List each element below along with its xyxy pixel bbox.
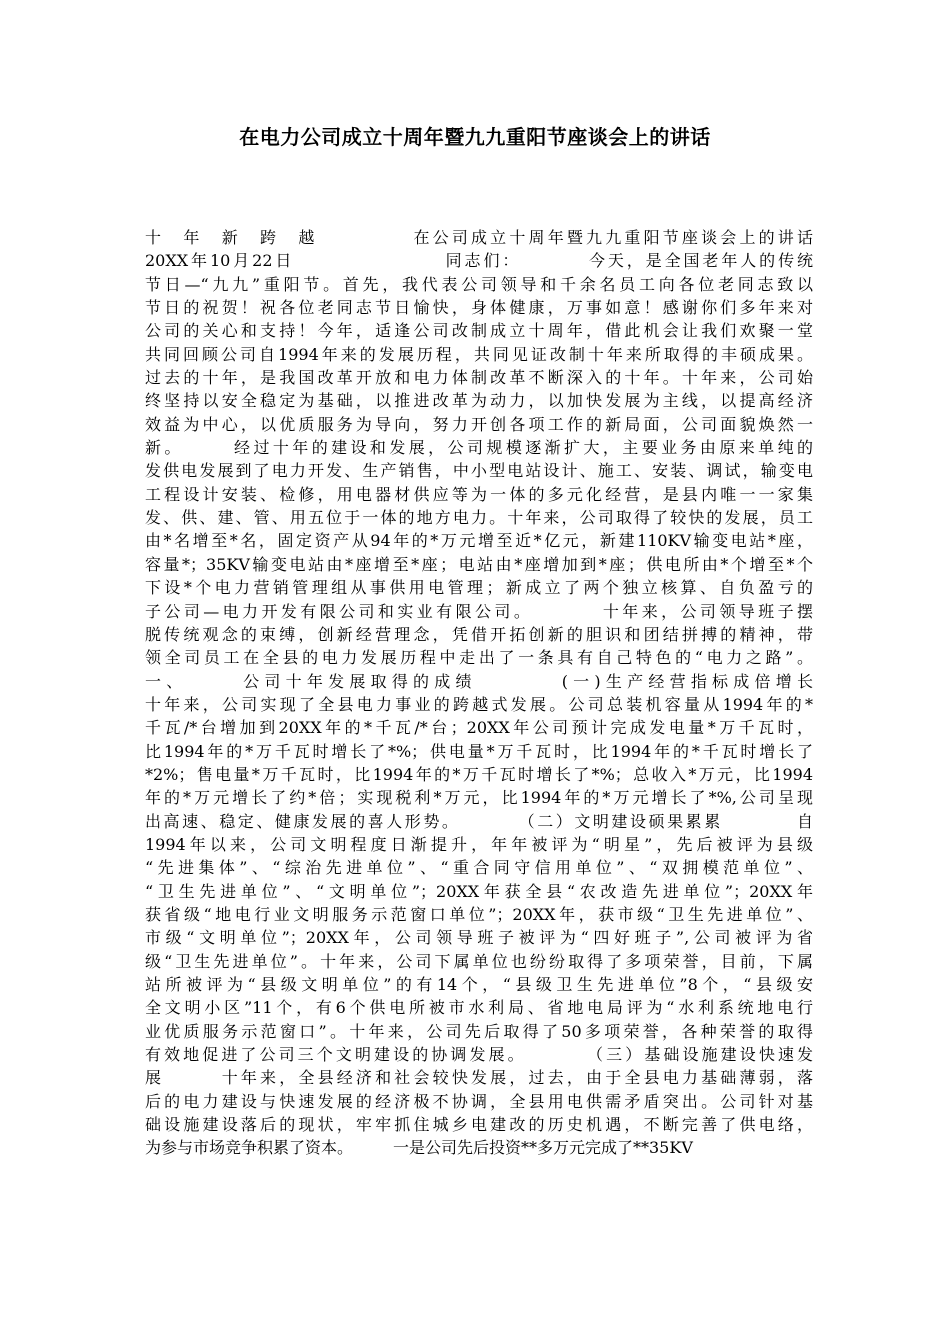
body-line: 业优质服务示范窗口”。十年来，公司先后取得了50多项荣誉，各种荣誉的取得 — [145, 1021, 813, 1041]
body-line: 由*名增至*名，固定资产从94年的*万元增至近*亿元，新建110KV输变电站*座， — [145, 531, 813, 551]
body-line: 年的*万元增长了约*倍；实现税利*万元，比1994年的*万元增长了*%,公司呈现 — [145, 788, 813, 808]
document-title: 在电力公司成立十周年暨九九重阳节座谈会上的讲话 — [239, 125, 711, 149]
body-line: 节日的祝贺！祝各位老同志节日愉快，身体健康，万事如意！感谢你们多年来对 — [145, 298, 813, 318]
body-line: “先进集体”、“综治先进单位”、“重合同守信用单位”、“双拥模范单位”、 — [145, 858, 813, 878]
body-line: 下设*个电力营销管理组从事供用电管理；新成立了两个独立核算、自负盈亏的 — [145, 578, 813, 598]
body-line: 终坚持以安全稳定为基础，以推进改革为动力，以加快发展为主线，以提高经济 — [145, 391, 813, 411]
body-line: 比1994年的*万千瓦时增长了*%；供电量*万千瓦时，比1994年的*千瓦时增长了 — [145, 741, 813, 761]
body-line: 容量*；35KV输变电站由*座增至*座；电站由*座增加到*座；供电所由*个增至*个 — [145, 554, 813, 574]
body-line: 20XX年10月22日 同志们： 今天，是全国老年人的传统 — [145, 251, 813, 271]
body-line: 节日—“九九”重阳节。首先，我代表公司领导和千余名员工向各位老同志致以 — [145, 274, 813, 294]
body-line: *2%；售电量*万千瓦时，比1994年的*万千瓦时增长了*%；总收入*万元，比1994 — [145, 764, 813, 784]
body-line: 发、供、建、管、用五位于一体的地方电力。十年来，公司取得了较快的发展，员工 — [145, 508, 813, 528]
body-line: 展 十年来，全县经济和社会较快发展，过去，由于全县电力基础薄弱，落 — [145, 1068, 813, 1088]
body-line: 千瓦/*台增加到20XX年的*千瓦/*台；20XX年公司预计完成发电量*万千瓦时， — [145, 718, 813, 738]
body-line: 公司的关心和支持！今年，适逢公司改制成立十周年，借此机会让我们欢聚一堂 — [145, 321, 813, 341]
body-line: 有效地促进了公司三个文明建设的协调发展。 （三）基础设施建设快速发 — [145, 1045, 813, 1065]
body-line: 发供电发展到了电力开发、生产销售，中小型电站设计、施工、安装、调试，输变电 — [145, 461, 813, 481]
body-line: 一、 公司十年发展取得的成绩 (一)生产经营指标成倍增长 — [145, 671, 813, 691]
body-line: 1994年以来，公司文明程度日渐提升，年年被评为“明星”，先后被评为县级 — [145, 834, 813, 854]
body-line: 共同回顾公司自1994年来的发展历程，共同见证改制十年来所取得的丰硕成果。 — [145, 344, 813, 364]
body-line: 十年来，公司实现了全县电力事业的跨越式发展。公司总装机容量从1994年的* — [145, 694, 813, 714]
body-line: 级“卫生先进单位”。十年来，公司下属单位也纷纷取得了多项荣誉，目前，下属 — [145, 951, 813, 971]
body-line: 后的电力建设与快速发展的经济极不协调，全县用电供需矛盾突出。公司针对基 — [145, 1091, 813, 1111]
body-line: 过去的十年，是我国改革开放和电力体制改革不断深入的十年。十年来，公司始 — [145, 368, 813, 388]
body-line: 市级“文明单位”；20XX年，公司领导班子被评为“四好班子”,公司被评为省 — [145, 928, 813, 948]
body-line: 工程设计安装、检修，用电器材供应等为一体的多元化经营，是县内唯一一家集 — [145, 484, 813, 504]
body-line: 站所被评为“县级文明单位”的有14个，“县级卫生先进单位”8个，“县级安 — [145, 975, 813, 994]
body-line: 础设施建设落后的现状，牢牢抓住城乡电建改的历史机遇，不断完善了供电络， — [145, 1115, 813, 1135]
body-line: 出高速、稳定、健康发展的喜人形势。 （二）文明建设硕果累累 自 — [145, 811, 813, 831]
body-line: 为参与市场竞争积累了资本。 一是公司先后投资**多万元完成了**35KV — [145, 1138, 693, 1158]
body-line: 获省级“地电行业文明服务示范窗口单位”；20XX年，获市级“卫生先进单位”、 — [145, 904, 813, 924]
body-line: 全文明小区”11个，有6个供电所被市水利局、省地电局评为“水利系统地电行 — [145, 998, 813, 1018]
body-line: 子公司—电力开发有限公司和实业有限公司。 十年来，公司领导班子摆 — [145, 601, 813, 621]
body-line: 领全司员工在全县的电力发展历程中走出了一条具有自己特色的“电力之路”。 — [145, 648, 813, 668]
body-line: 十 年 新 跨 越 在公司成立十周年暨九九重阳节座谈会上的讲话 — [145, 228, 813, 247]
document-body — [145, 226, 813, 1160]
body-line: “卫生先进单位”、“文明单位”；20XX年获全县“农改造先进单位”；20XX年 — [145, 881, 813, 901]
body-line: 新。 经过十年的建设和发展，公司规模逐渐扩大，主要业务由原来单纯的 — [145, 438, 813, 458]
body-line: 效益为中心，以优质服务为导向，努力开创各项工作的新局面，公司面貌焕然一 — [145, 414, 813, 434]
body-line: 脱传统观念的束缚，创新经营理念，凭借开拓创新的胆识和团结拼搏的精神，带 — [145, 624, 813, 644]
